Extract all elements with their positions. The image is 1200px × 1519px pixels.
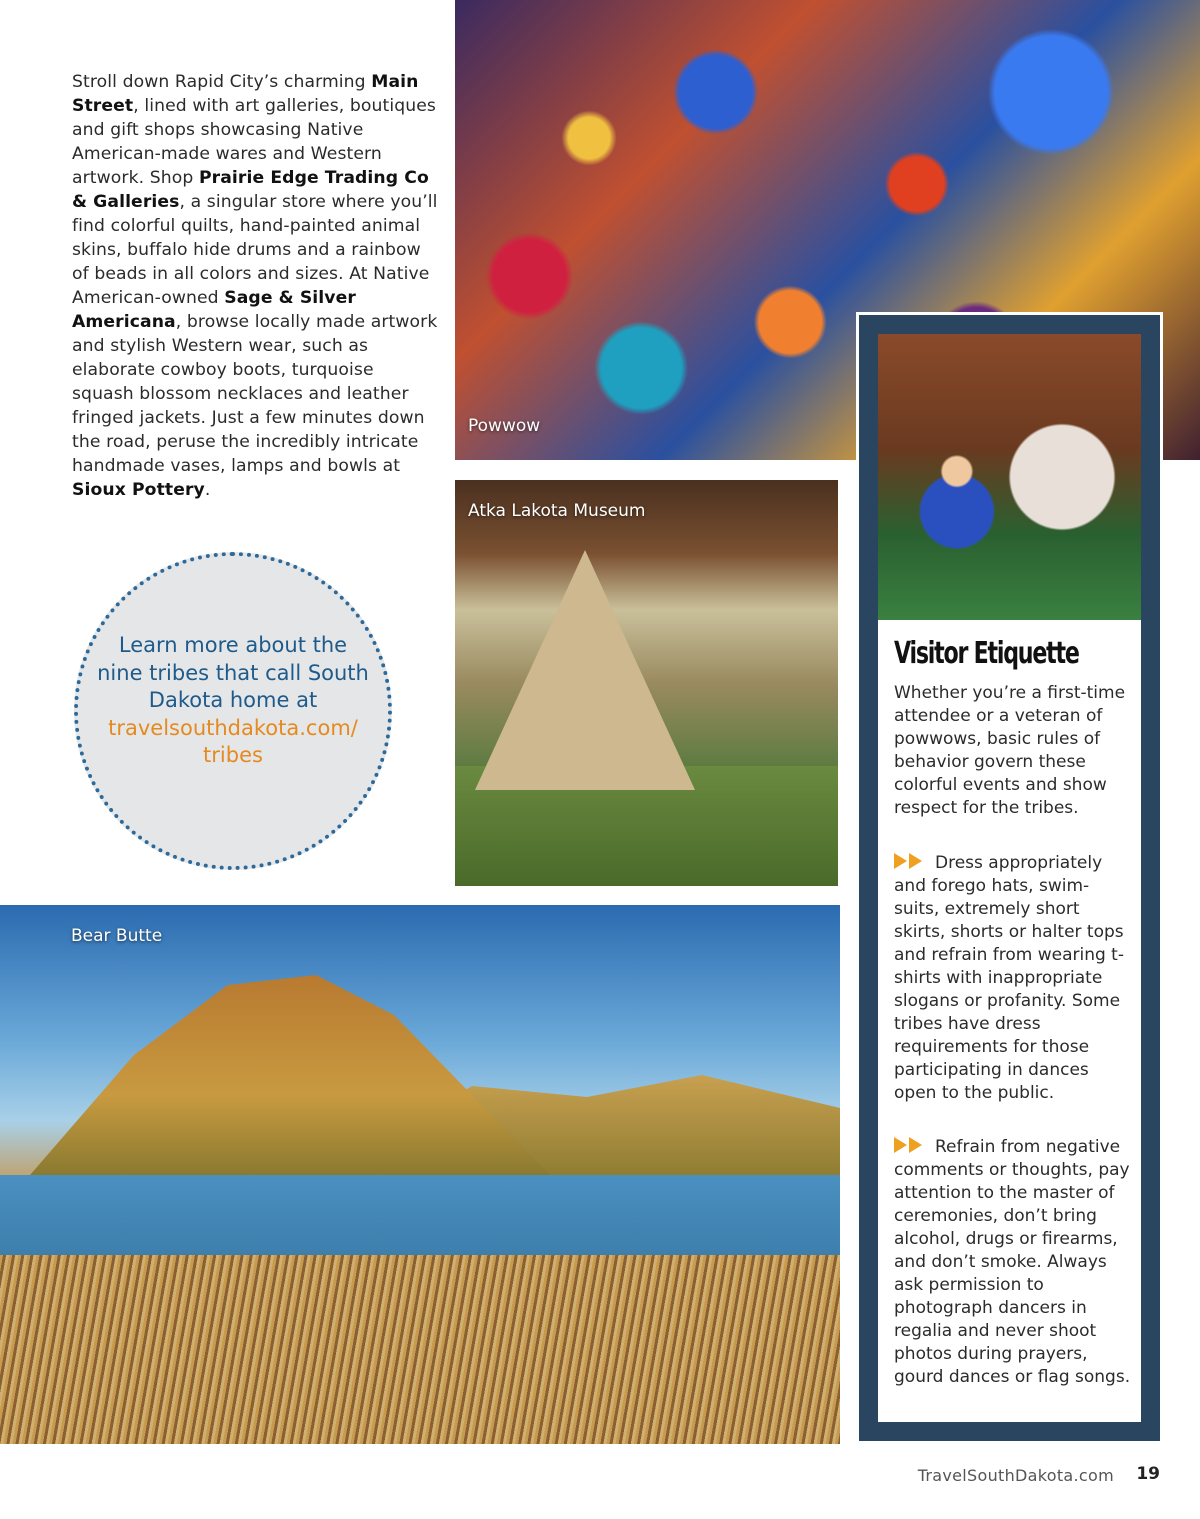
intro-text-5: . (204, 480, 211, 500)
page-number: 19 (1136, 1464, 1160, 1484)
prairie-edge-label: Prairie Edge Trading Co & Galleries (72, 168, 429, 212)
bear-butte-caption: Bear Butte (71, 926, 163, 946)
powwow-caption: Powwow (468, 416, 541, 436)
etiquette-item-2-text: Refrain from negative comments or thoughts, pay attention to the master of ceremonies, don’t bring alcohol, drugs or firearms, and don’t smoke. Always ask permission to photograph dancers in regalia and never shoot photos during prayers, gourd dances or flag songs. (894, 1137, 1131, 1387)
learn-more-text: Learn more about the nine tribes that call South Dakota home at (97, 633, 369, 712)
atka-caption: Atka Lakota Museum (468, 501, 646, 521)
intro-text-1: Stroll down Rapid City’s charming (72, 72, 372, 92)
etiquette-intro: Whether you’re a first-time attendee or a veteran of powwows, basic rules of behavior govern these colorful events and show respect for the tribes. (894, 683, 1126, 818)
main-street-label: Main Street (72, 72, 419, 116)
atka-museum-photo (455, 480, 838, 886)
grass-shape (0, 1255, 840, 1444)
intro-text-2: , lined with art galleries, boutiques and gift shops showcasing Native American-made wares and Western artwork. Shop (72, 96, 436, 188)
sioux-pottery-label: Sioux Pottery (72, 480, 205, 500)
intro-text-3: , a singular store where you’ll find colorful quilts, hand-painted animal skins, buffalo hide drums and a rainbow of beads in all colors and sizes. At Native American-owned (72, 192, 438, 308)
etiquette-item-1-text: Dress appropriately and forego hats, swim-suits, extremely short skirts, shorts or halter tops and refrain from wearing t-shirts with inappropriate slogans or profanity. Some tribes have dress requirements for those participating in dances open to the public. (894, 853, 1124, 1103)
tribes-link[interactable]: travelsouthdakota.com/ tribes (108, 715, 358, 767)
etiquette-item-2 (894, 1136, 1134, 1389)
learn-more-callout (94, 632, 372, 770)
double-arrow-icon (894, 1137, 926, 1153)
intro-text-4: , browse locally made artwork and stylish Western wear, such as elaborate cowboy boots, turquoise squash blossom necklaces and leather fringed jackets. Just a few minutes down the road, peruse the incredibly intricate handmade vases, lamps and bowls at (72, 312, 438, 476)
sage-silver-label: Sage & Silver Americana (72, 288, 356, 332)
tipi-shape (475, 550, 695, 790)
intro-paragraph (72, 70, 440, 502)
etiquette-photo (878, 334, 1141, 620)
footer-site: TravelSouthDakota.com (917, 1466, 1114, 1485)
etiquette-title: Visitor Etiquette (894, 636, 1079, 671)
bear-butte-photo (0, 905, 840, 1444)
butte-shape (30, 975, 550, 1175)
etiquette-item-1 (894, 852, 1134, 1105)
double-arrow-icon (894, 853, 926, 869)
